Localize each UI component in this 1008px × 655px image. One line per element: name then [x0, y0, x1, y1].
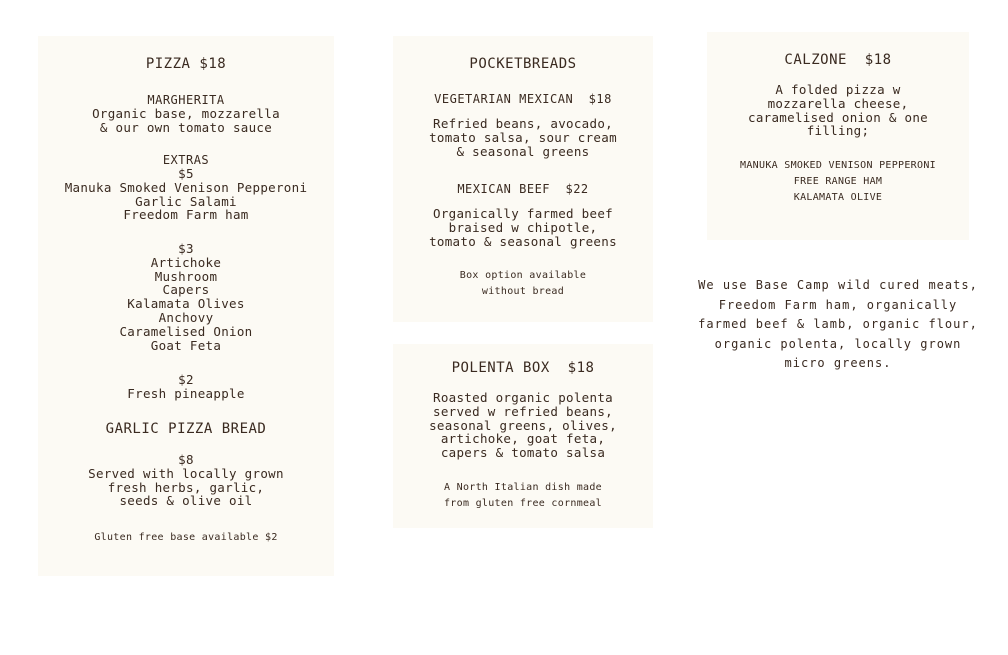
- calzone-card: [707, 32, 969, 240]
- extras-group-5: [38, 167, 334, 222]
- pocketbreads-card: [393, 36, 653, 322]
- list-item: Freedom Farm ham: [123, 207, 249, 223]
- list-item: KALAMATA OLIVE: [793, 192, 883, 203]
- polenta-description: Roasted organic polenta served w refried beans, seasonal greens, olives, artichoke, goat feta, capers & tomato salsa: [429, 390, 617, 461]
- extras-price: $2: [178, 372, 194, 387]
- calzone-title: CALZONE $18: [784, 52, 892, 68]
- extras-group-3: [38, 242, 334, 352]
- list-item: Mushroom: [154, 268, 218, 284]
- box-option-note: Box option available without bread: [459, 270, 587, 297]
- polenta-title: POLENTA BOX $18: [451, 360, 595, 376]
- extras-group-2: [38, 373, 334, 401]
- list-item: Garlic Salami: [135, 193, 237, 209]
- calzone-fillings: [707, 158, 969, 206]
- list-item: Kalamata Olives: [127, 296, 245, 312]
- list-item: Capers: [162, 282, 210, 298]
- garlic-bread-price: $8: [178, 452, 194, 467]
- list-item: Goat Feta: [150, 337, 222, 353]
- calzone-description: A folded pizza w mozzarella cheese, caramelised onion & one filling;: [748, 82, 928, 139]
- list-item: Fresh pineapple: [127, 385, 245, 401]
- mexican-beef-description: Organically farmed beef braised w chipotle, tomato & seasonal greens: [429, 206, 617, 249]
- vegetarian-mexican-name: VEGETARIAN MEXICAN $18: [434, 92, 612, 106]
- list-item: Artichoke: [150, 254, 222, 270]
- list-item: Manuka Smoked Venison Pepperoni: [64, 179, 308, 195]
- pocketbreads-title: POCKETBREADS: [469, 56, 577, 72]
- extras-heading: EXTRAS: [162, 153, 210, 167]
- margherita-name: MARGHERITA: [147, 93, 225, 107]
- pizza-card: [38, 36, 334, 576]
- list-item: FREE RANGE HAM: [793, 176, 883, 187]
- list-item: Anchovy: [158, 309, 214, 325]
- mexican-beef-name: MEXICAN BEEF $22: [457, 182, 589, 196]
- gluten-free-note: Gluten free base available $2: [94, 532, 278, 543]
- margherita-description: Organic base, mozzarella & our own tomato sauce: [92, 106, 280, 135]
- garlic-bread-description: $8 Served with locally grown fresh herbs, garlic, seeds & olive oil: [38, 453, 334, 508]
- polenta-card: [393, 344, 653, 528]
- polenta-note: A North Italian dish made from gluten free cornmeal: [443, 482, 602, 509]
- sourcing-note: We use Base Camp wild cured meats, Freedom Farm ham, organically farmed beef & lamb, organic flour, organic polenta, locally grown micro greens.: [698, 278, 978, 370]
- pizza-title: PIZZA $18: [145, 56, 227, 72]
- extras-price: $3: [178, 241, 194, 256]
- vegetarian-mexican-description: Refried beans, avocado, tomato salsa, sour cream & seasonal greens: [429, 116, 617, 159]
- list-item: MANUKA SMOKED VENISON PEPPERONI: [740, 160, 936, 171]
- list-item: Caramelised Onion: [119, 323, 253, 339]
- extras-price: $5: [178, 166, 194, 181]
- garlic-bread-title: GARLIC PIZZA BREAD: [105, 421, 267, 437]
